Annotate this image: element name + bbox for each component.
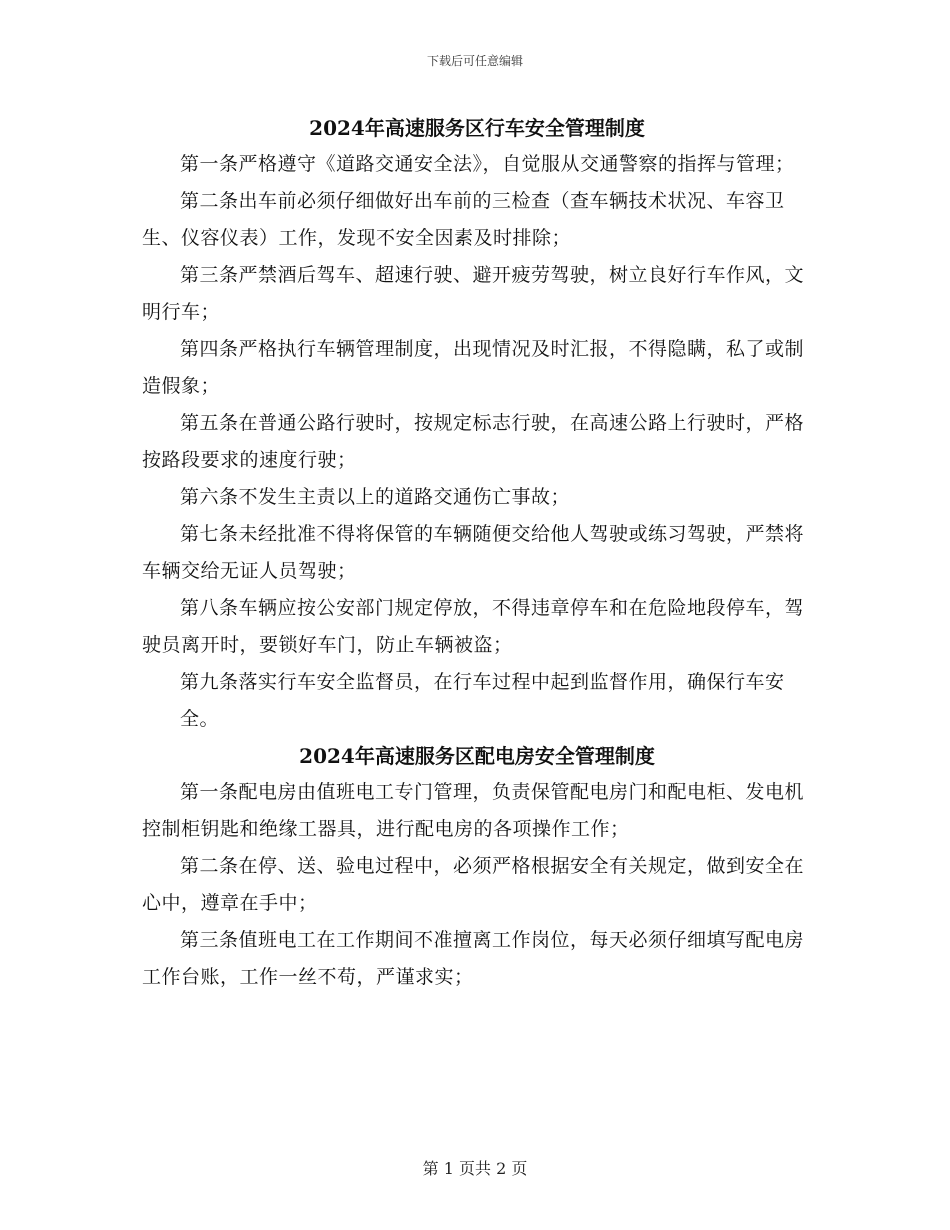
section2-title: 2024年高速服务区配电房安全管理制度 [299,744,655,768]
section1-article-3: 第三条严禁酒后驾车、超速行驶、避开疲劳驾驶，树立良好行车作风，文明行车； [142,264,805,323]
section1-article-1: 第一条严格遵守《道路交通安全法》，自觉服从交通警察的指挥与管理； [180,153,795,175]
section1-article-8: 第八条车辆应按公安部门规定停放，不得违章停车和在危险地段停车，驾驶员离开时，要锁好车门，防止车辆被盗； [142,597,805,656]
section1-article-7: 第七条未经批准不得将保管的车辆随便交给他人驾驶或练习驾驶，严禁将车辆交给无证人员驾驶； [142,523,805,582]
section2-article-1: 第一条配电房由值班电工专门管理，负责保管配电房门和配电柜、发电机控制柜钥匙和绝缘工器具，进行配电房的各项操作工作； [142,781,805,840]
section1-title: 2024年高速服务区行车安全管理制度 [309,116,645,140]
section2-article-2: 第二条在停、送、验电过程中，必须严格根据安全有关规定，做到安全在心中，遵章在手中； [142,855,805,914]
section2-article-3: 第三条值班电工在工作期间不准擅离工作岗位，每天必须仔细填写配电房工作台账，工作一丝不苟，严谨求实； [142,929,805,988]
document-body [142,110,812,996]
section1-article-9: 第九条落实行车安全监督员，在行车过程中起到监督作用，确保行车安 [180,671,785,693]
section1-article-4: 第四条严格执行车辆管理制度，出现情况及时汇报，不得隐瞒，私了或制造假象； [142,338,805,397]
section1-article-5: 第五条在普通公路行驶时，按规定标志行驶，在高速公路上行驶时，严格按路段要求的速度行驶； [142,412,805,471]
page-footer: 第 1 页共 2 页 [422,1159,528,1178]
section1-continuation: 全。 [180,708,220,730]
header-note: 下载后可任意编辑 [426,54,523,68]
section1-article-6: 第六条不发生主责以上的道路交通伤亡事故； [180,486,571,508]
section1-article-2: 第二条出车前必须仔细做好出车前的三检查（查车辆技术状况、车容卫生、仪容仪表）工作，发现不安全因素及时排除； [142,190,785,249]
